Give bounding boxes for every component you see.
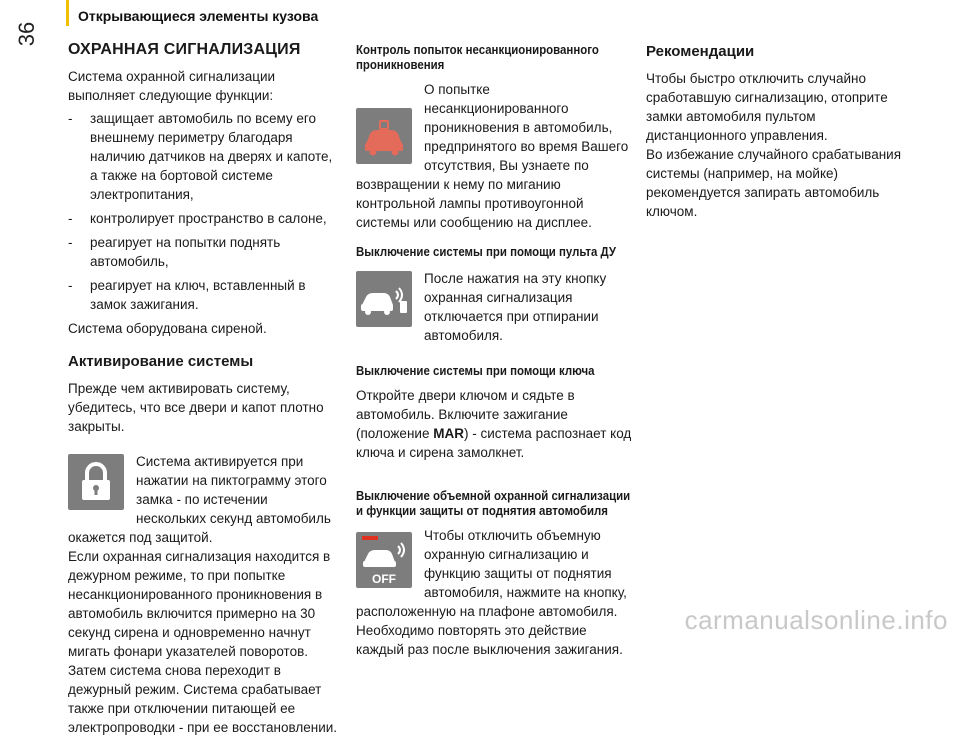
column-recommendations — [646, 40, 906, 221]
lock-icon-text: Система активируется при нажатии на пиктограмму этого замка - по истечении нескольких секунд автомобиль окажется под защитой. — [68, 454, 331, 545]
control-text: О попытке несанкционированного проникновения в автомобиль, предпринятого во время Вашего отсутствия, Вы узнаете по возвращении к нему по миганию контрольной лампы противоугонной системы или сообщению на дисплее. — [356, 82, 629, 230]
key-text — [356, 386, 636, 462]
volumetric-text: Чтобы отключить объемную охранную сигнализацию и функцию защиты от поднятия автомобиля, нажмите на кнопку, расположенную на плафоне автомобиля. Необходимо повторять это действие каждый раз после выключения зажигания. — [356, 528, 627, 657]
list-item: - реагирует на попытки поднять автомобиль, — [68, 233, 340, 271]
page-number: 36 — [14, 21, 39, 47]
activation-title: Активирование системы — [68, 353, 254, 370]
recommendations-title: Рекомендации — [646, 43, 755, 60]
control-title: Контроль попыток несанкционированного проникновения — [356, 42, 599, 72]
header-accent-bar — [66, 0, 69, 26]
lock-icon-block — [68, 452, 340, 547]
recommendation-text-2: Во избежание случайного срабатывания системы (например, на мойке) рекомендуется запирать автомобиль ключом. — [646, 147, 902, 219]
control-block — [356, 80, 636, 232]
volumetric-block — [356, 526, 636, 659]
remote-car-icon — [356, 271, 412, 327]
remote-title: Выключение системы при помощи пульта ДУ — [356, 244, 616, 259]
remote-text: После нажатия на эту кнопку охранная сигнализация отключается при отпирании автомобиля. — [424, 271, 607, 343]
alarm-intro: Система охранной сигнализации выполняет следующие функции: — [68, 69, 276, 103]
list-item: - защищает автомобиль по всему его внешнему периметру благодаря наличию датчиков на дверях и капоте, а также на бортовой системе электропитания, — [68, 109, 340, 204]
alarm-behavior-text: Если охранная сигнализация находится в дежурном режиме, то при попытке несанкционированного проникновения в автомобиль включится примерно на 30 секунд сирена и одновременно начнут мигать фонари указателей поворотов. Затем система снова переходит в дежурный режим. Система срабатывает также при отключении питающей ее электропроводки - при ее восстановлении. — [68, 549, 338, 735]
alarm-car-icon — [356, 108, 412, 164]
recommendation-text-1: Чтобы быстро отключить случайно сработавшую сигнализацию, отоприте замки автомобиля пультом дистанционного управления. — [646, 71, 888, 143]
volumetric-title: Выключение объемной охранной сигнализации и функции защиты от поднятия автомобиля — [356, 488, 631, 518]
key-title: Выключение системы при помощи ключа — [356, 363, 595, 378]
section-header-title: Открывающиеся элементы кузова — [78, 8, 319, 24]
activation-text: Прежде чем активировать систему, убедитесь, что все двери и капот плотно закрыты. — [68, 381, 324, 434]
column-control — [356, 40, 636, 659]
watermark: carmanualsonline.info — [684, 605, 948, 635]
list-item: - контролирует пространство в салоне, — [68, 209, 340, 228]
key-position-mar: MAR — [433, 426, 464, 441]
list-item: - реагирует на ключ, вставленный в замок зажигания. — [68, 276, 340, 314]
alarm-title: ОХРАННАЯ СИГНАЛИЗАЦИЯ — [68, 41, 301, 58]
lock-icon — [68, 454, 124, 510]
siren-note: Система оборудована сиреной. — [68, 321, 267, 336]
alarm-functions-list — [68, 109, 340, 314]
column-alarm — [68, 40, 340, 737]
key-text-part: Откройте двери ключом и сядьте в автомобиль. Включите зажигание (положение — [356, 388, 575, 441]
remote-block — [356, 269, 636, 345]
key-text-part: ) - система распознает код ключа и сирена замолкнет. — [356, 426, 632, 460]
volumetric-off-icon — [356, 532, 412, 588]
off-label: OFF — [372, 572, 396, 586]
